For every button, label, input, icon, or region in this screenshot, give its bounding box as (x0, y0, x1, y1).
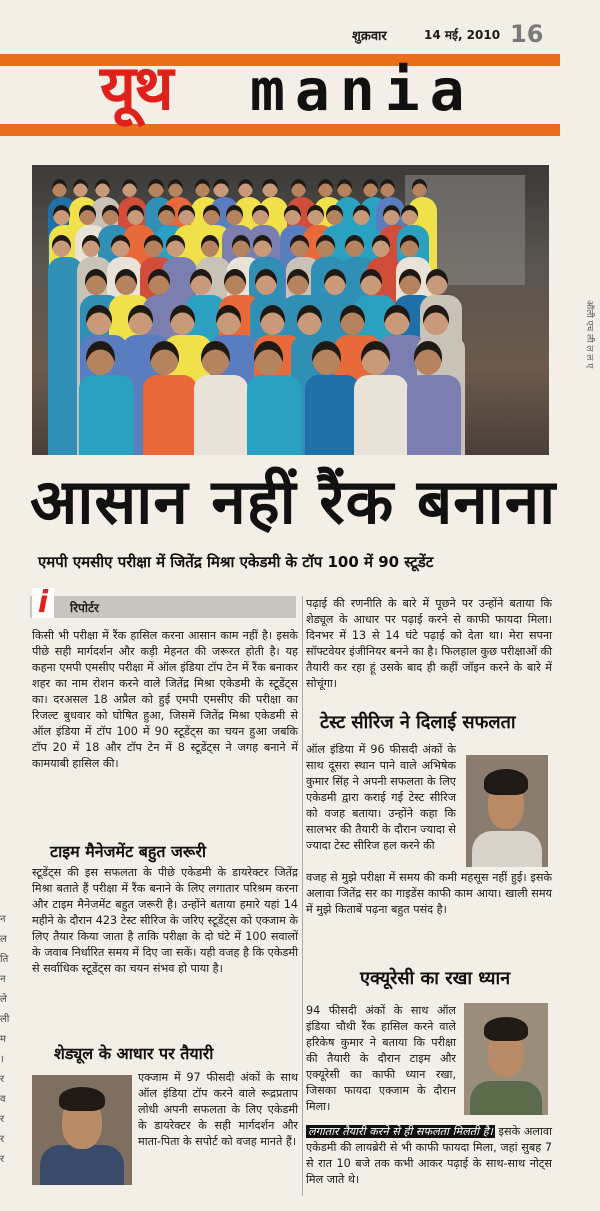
section-title-test-series: टेस्ट सीरिज ने दिलाई सफलता (320, 712, 516, 733)
left-strip-char: न (0, 974, 6, 985)
section-body-accuracy-b-text: इसके अलावा एकेडमी की लायब्रेरी से भी काफी फायदा मिला, जहां सुबह 7 से रात 10 बजे तक कभी आकर पढ़ाई के साथ-साथ नोट्स मिल जाते थे। (306, 1125, 552, 1186)
pull-quote-highlight: लगातार तैयारी करने से ही सफलता मिलती है। (308, 1125, 493, 1138)
left-strip-char: र (0, 1074, 5, 1085)
left-strip-char: व (0, 1094, 6, 1105)
portrait-rudrapratap (32, 1075, 132, 1185)
left-strip-char: ल (0, 934, 7, 945)
section-title-time-management: टाइम मैनेजमेंट बहुत जरूरी (50, 842, 207, 861)
left-strip-char: ले (0, 994, 7, 1005)
right-column-continuation: पढ़ाई की रणनीति के बारे में पूछने पर उन्होंने बताया कि शेड्यूल के आधार पर पढ़ाई करने से काफी फायदा मिला। दिनभर में 13 से 14 घंटे पढ़ाई को देता था। मेरा सपना सॉफ्टवेयर इंजीनियर बनने का है। फिलहाल कुछ परीक्षाओं की तैयारी कर रहा हूं उसके बाद ही कहीं जॉइन करने के बारे में सोचूंगा। (306, 597, 552, 690)
column-divider (302, 596, 303, 1196)
portrait-harikesh (464, 1003, 548, 1115)
article-subhead: एमपी एमसीए परीक्षा में जितेंद्र मिश्रा एकेडमी के टॉप 100 में 90 स्टूडेंट (38, 553, 434, 571)
article-headline: आसान नहीं रैंक बनाना (30, 465, 557, 538)
masthead-logo (0, 50, 600, 130)
date-line (0, 18, 600, 48)
publication-logo: i (32, 588, 54, 618)
left-strip-char: र (0, 1114, 5, 1125)
masthead-latin-word: mania (250, 56, 475, 124)
section-body-test-series-b: वजह से मुझे परीक्षा में समय की कमी महसूस नहीं हुई। इसके अलावा जितेंद्र सर का गाइडेंस काफी काम आया। खाली समय में मुझे किताबें पढ़ना बहुत पसंद है। (306, 871, 552, 916)
article-lead: किसी भी परीक्षा में रैंक हासिल करना आसान काम नहीं है। इसके पीछे सही मार्गदर्शन और कड़ी मेहनत की जरूरत होती है। यह कहना एमपी एमसीए परीक्षा में ऑल इंडिया टॉप टेन में रैंक बनाकर शहर का नाम रोशन करने वाले जितेंद्र मिश्रा एकेडमी के स्टूडेंट्स का। दरअसल 18 अप्रैल को हुई एमपी एमसीए की परीक्षा का रिजल्ट बुधवार को घोषित हुआ, जिसमें जितेंद्र मिश्रा एकेडमी से ऑल इंडिया में टॉप 100 में 90 स्टूडेंट्स का चयन हुआ जबकि टॉप 20 में 18 और टॉप टेन में 8 स्टूडेंट्स ने जगह बनाने में कामयाबी हासिल की। (32, 629, 298, 770)
masthead-hindi-word: यूथ (100, 51, 172, 124)
left-strip-char: । (0, 1054, 4, 1065)
left-strip-char: र (0, 1134, 5, 1145)
left-strip-char: न (0, 914, 6, 925)
section-body-accuracy-a: 94 फीसदी अंकों के साथ ऑल इंडिया चौथी रैंक हासिल करने वाले हरिकेष कुमार ने बताया कि परीक्षा की तैयारी के दौरान टाइम और एक्यूरेसी का काफी ध्यान रखा, जिसका फायदा एक्जाम के दौरान मिला। (306, 1004, 456, 1113)
page-number: 16 (510, 20, 544, 48)
portrait-abhishek (466, 755, 548, 867)
left-strip-char: म (0, 1034, 6, 1045)
section-title-schedule: शेड्यूल के आधार पर तैयारी (54, 1044, 214, 1063)
group-photo (32, 165, 549, 455)
section-body-time-management: स्टूडेंट्स की इस सफलता के पीछे एकेडमी के डायरेक्टर जितेंद्र मिश्रा बताते हैं परीक्षा में रैंक बनाने के लिए लगातार परिश्रम करना और टाइम मैनेजमेंट बहुत जरूरी है। उन्होंने बताया हमारे यहां 14 महीने के दौरान 423 टेस्ट सीरिज के जरिए स्टूडेंट्स को एक्जाम के लिए तैयार किया जाता है ताकि परीक्षा के दो घंटे में 100 सवालों के जवाब निर्धारित समय में दिए जा सकें। यही वजह है कि एकेडमी से सर्वाधिक स्टूडेंट्स का चयन संभव हो पाया है। (32, 866, 298, 975)
section-title-accuracy: एक्यूरेसी का रखा ध्यान (360, 968, 511, 989)
byline: रिपोर्टर (70, 601, 99, 615)
section-body-accuracy-b (306, 1124, 552, 1188)
section-body-test-series-a: ऑल इंडिया में 96 फीसदी अंकों के साथ दूसरा स्थान पाने वाले अभिषेक कुमार सिंह ने अपनी सफलता के लिए एकेडमी द्वारा कराई गई टेस्ट सीरिज को वजह बताया। उन्होंने कहा कि सालभर की तैयारी के दौरान ज्यादा से ज्यादा टेस्ट सीरिज हल करने की (306, 743, 456, 852)
left-strip-char: ली (0, 1014, 10, 1025)
issue-day: शुक्रवार (352, 29, 387, 44)
issue-date: 14 मई, 2010 (424, 28, 501, 42)
left-strip-char: र (0, 1154, 5, 1165)
adjacent-column-edge-left (0, 910, 14, 1170)
adjacent-column-edge-right: ऑली एच ली ल ल ए (584, 300, 594, 369)
section-body-schedule: एक्जाम में 97 फीसदी अंकों के साथ ऑल इंडिया टॉप करने वाले रूद्रप्रताप लोधी अपनी सफलता के लिए एकेडमी के डायरेक्टर के सही मार्गदर्शन और माता-पिता के सपोर्ट को वजह मानते हैं। (138, 1071, 298, 1148)
left-strip-char: ति (0, 954, 9, 965)
